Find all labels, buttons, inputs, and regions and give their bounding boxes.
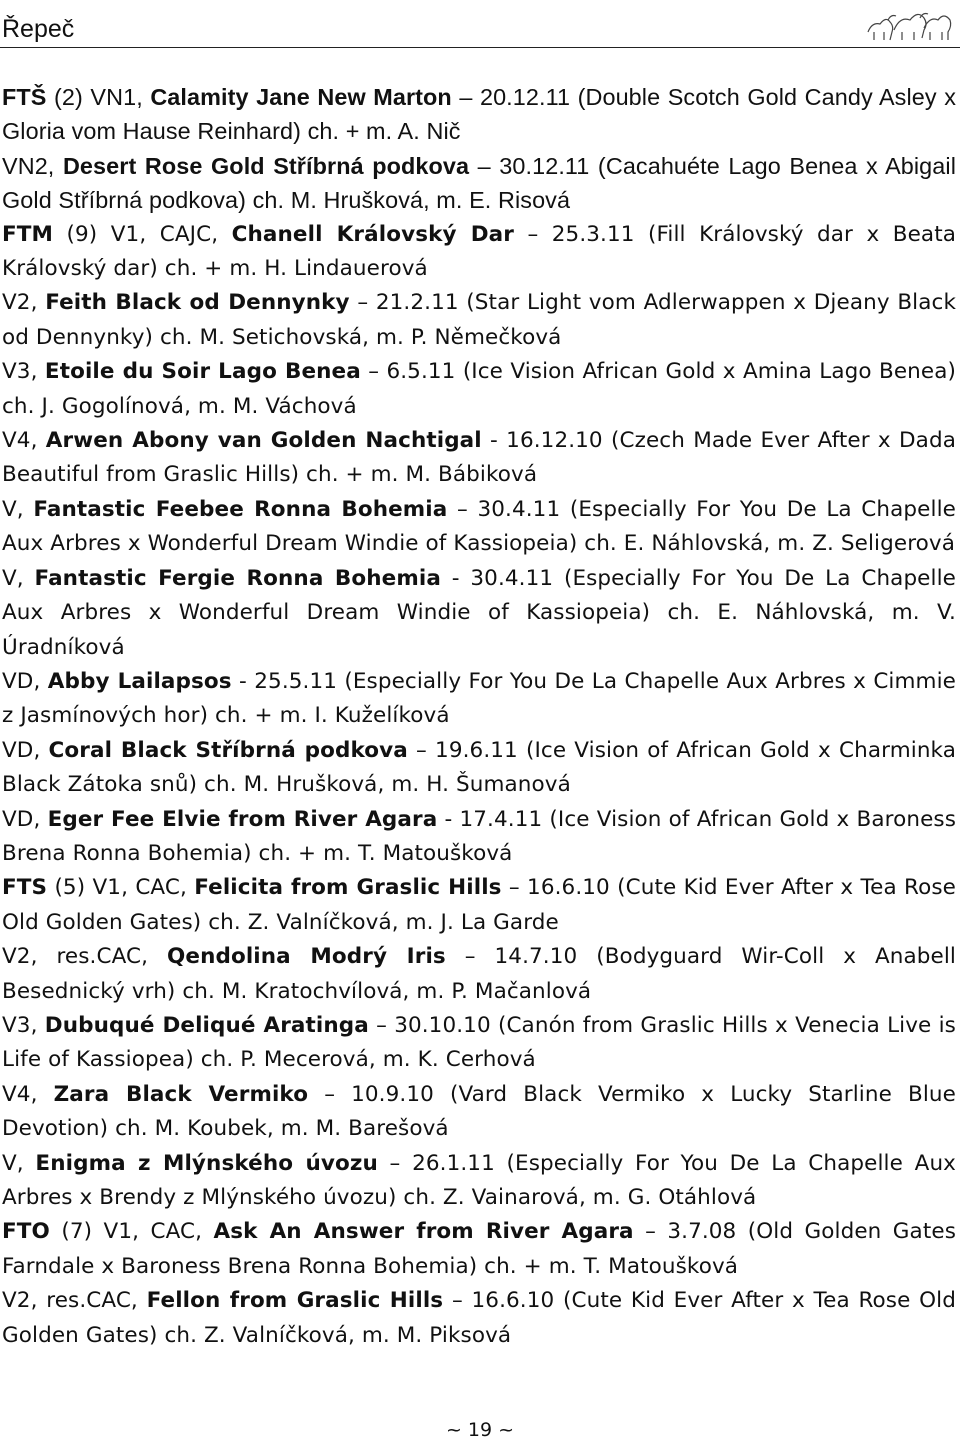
entry-bold-text: FTŠ: [2, 84, 47, 110]
entry-text: V,: [2, 1150, 36, 1176]
entry-text: – 10.9.10 (Vard Black Vermiko x Lucky Starline Blue Devotion) ch. M. Koubek, m. M. Barešová: [2, 1081, 956, 1142]
result-entry: [2, 286, 956, 355]
entry-text: (7) V1, CAC,: [49, 1219, 214, 1245]
entry-text: V2,: [2, 290, 46, 316]
page-header: [0, 0, 960, 48]
entry-bold-text: Desert Rose Gold Stříbrná podkova: [62, 152, 470, 179]
result-entry: [2, 80, 956, 149]
entry-bold-text: Fantastic Feebee Ronna Bohemia: [33, 496, 448, 522]
entry-text: V4,: [2, 1081, 54, 1107]
result-entry: [2, 424, 956, 493]
entry-text: V3,: [2, 1012, 45, 1038]
entry-bold-text: Eger Fee Elvie from River Agara: [47, 806, 438, 832]
result-entry: [2, 149, 956, 218]
result-entry: [2, 734, 956, 803]
entry-bold-text: Fantastic Fergie Ronna Bohemia: [34, 565, 441, 591]
entry-text: – 25.3.11 (Fill Královský dar x Beata Královský dar) ch. + m. H. Lindauerová: [2, 221, 956, 282]
entry-text: VN2,: [2, 152, 63, 179]
entry-text: V3,: [2, 359, 45, 385]
entry-text: – 16.6.10 (Cute Kid Ever After x Tea Rose Old Golden Gates) ch. Z. Valníčková, m. M. Piksová: [2, 1288, 956, 1348]
result-entry: [2, 1009, 956, 1078]
entry-text: VD,: [2, 668, 48, 694]
entry-text: - 30.4.11 (Especially For You De La Chapelle Aux Arbres x Wonderful Dream Windie of Kassiopeia) ch. E. Náhlovská, m. V. Úradníková: [2, 565, 956, 660]
entry-text: – 3.7.08 (Old Golden Gates Farndale x Baroness Brena Ronna Bohemia) ch. + m. T. Matoušková: [2, 1219, 956, 1279]
entry-bold-text: Arwen Abony van Golden Nachtigal: [45, 428, 482, 454]
entry-text: V,: [2, 565, 35, 591]
entry-text: – 6.5.11 (Ice Vision African Gold x Amina Lago Benea) ch. J. Gogolínová, m. M. Váchová: [2, 359, 956, 419]
entry-bold-text: Dubuqué Deliqué Aratinga: [44, 1012, 369, 1038]
results-text: [2, 80, 956, 1353]
entry-bold-text: FTS: [2, 875, 48, 901]
entry-bold-text: Fellon from Graslic Hills: [146, 1288, 444, 1314]
entry-bold-text: Ask An Answer from River Agara: [213, 1219, 634, 1245]
entry-text: (9) V1, CAJC,: [53, 221, 232, 247]
entry-bold-text: Abby Lailapsos: [47, 668, 232, 694]
entry-text: (5) V1, CAC,: [47, 875, 195, 901]
entry-bold-text: Zara Black Vermiko: [53, 1081, 309, 1107]
result-entry: [2, 665, 956, 734]
entry-text: – 30.10.10 (Canón from Graslic Hills x Venecia Live is Life of Kassiopea) ch. P. Mecerová, m. K. Cerhová: [2, 1012, 956, 1073]
entry-bold-text: Felicita from Graslic Hills: [194, 875, 502, 901]
entry-bold-text: Etoile du Soir Lago Benea: [44, 359, 361, 385]
entry-text: – 30.12.11 (Cacahuéte Lago Benea x Abigail Gold Stříbrná podkova) ch. M. Hrušková, m. E. Risová: [2, 152, 956, 214]
result-entry: [2, 1215, 956, 1284]
header-divider: [0, 47, 960, 48]
page-title: Řepeč: [2, 15, 75, 43]
entry-text: (2) VN1,: [46, 84, 151, 110]
entry-text: VD,: [2, 806, 48, 832]
entry-text: – 30.4.11 (Especially For You De La Chapelle Aux Arbres x Wonderful Dream Windie of Kassiopeia) ch. E. Náhlovská, m. Z. Seligerová: [2, 496, 956, 557]
entry-text: – 20.12.11 (Double Scotch Gold Candy Asley x Gloria vom Hause Reinhard) ch. + m. A. Nič: [2, 84, 956, 145]
entry-text: - 25.5.11 (Especially For You De La Chapelle Aux Arbres x Cimmie z Jasmínových hor) ch. + m. I. Kuželíková: [2, 668, 956, 729]
entry-text: - 17.4.11 (Ice Vision of African Gold x Baroness Brena Ronna Bohemia) ch. + m. T. Matoušková: [2, 806, 956, 866]
entry-text: V4,: [2, 428, 46, 454]
entry-text: V,: [2, 496, 34, 522]
result-entry: [2, 940, 956, 1009]
entry-bold-text: FTM: [2, 221, 54, 247]
entry-bold-text: Enigma z Mlýnského úvozu: [35, 1150, 378, 1176]
entry-text: – 16.6.10 (Cute Kid Ever After x Tea Rose Old Golden Gates) ch. Z. Valníčková, m. J. La Garde: [2, 875, 956, 935]
result-entry: [2, 1147, 956, 1216]
result-entry: [2, 355, 956, 424]
page-number: ~ 19 ~: [445, 1419, 515, 1441]
result-entry: [2, 562, 956, 665]
entry-bold-text: Qendolina Modrý Iris: [167, 944, 446, 970]
entry-bold-text: FTO: [2, 1219, 50, 1245]
result-entry: [2, 871, 956, 940]
entry-bold-text: Calamity Jane New Marton: [150, 84, 452, 110]
entry-text: – 14.7.10 (Bodyguard Wir-Coll x Anabell Besednický vrh) ch. M. Kratochvílová, m. P. Mačanlová: [2, 944, 956, 1004]
entry-text: V2, res.CAC,: [2, 1288, 147, 1314]
result-entry: [2, 218, 956, 287]
entry-text: - 16.12.10 (Czech Made Ever After x Dada Beautiful from Graslic Hills) ch. + m. M. Bábiková: [2, 428, 956, 488]
dogs-logo-icon: [864, 2, 956, 42]
entry-text: V2, res.CAC,: [2, 944, 168, 970]
entry-bold-text: Coral Black Stříbrná podkova: [48, 737, 408, 763]
entry-bold-text: Chanell Královský Dar: [231, 221, 514, 247]
result-entry: [2, 803, 956, 872]
result-entry: [2, 1284, 956, 1353]
entry-text: VD,: [2, 737, 49, 763]
entry-text: – 26.1.11 (Especially For You De La Chapelle Aux Arbres x Brendy z Mlýnského úvozu) ch. Z. Vainarová, m. G. Otáhlová: [2, 1150, 956, 1210]
entry-bold-text: Feith Black od Dennynky: [45, 290, 350, 316]
result-entry: [2, 1078, 956, 1147]
entry-text: – 21.2.11 (Star Light vom Adlerwappen x Djeany Black od Dennynky) ch. M. Setichovská, m. P. Němečková: [2, 290, 956, 350]
result-entry: [2, 493, 956, 562]
entry-text: – 19.6.11 (Ice Vision of African Gold x Charminka Black Zátoka snů) ch. M. Hrušková, m. H. Šumanová: [2, 737, 956, 798]
